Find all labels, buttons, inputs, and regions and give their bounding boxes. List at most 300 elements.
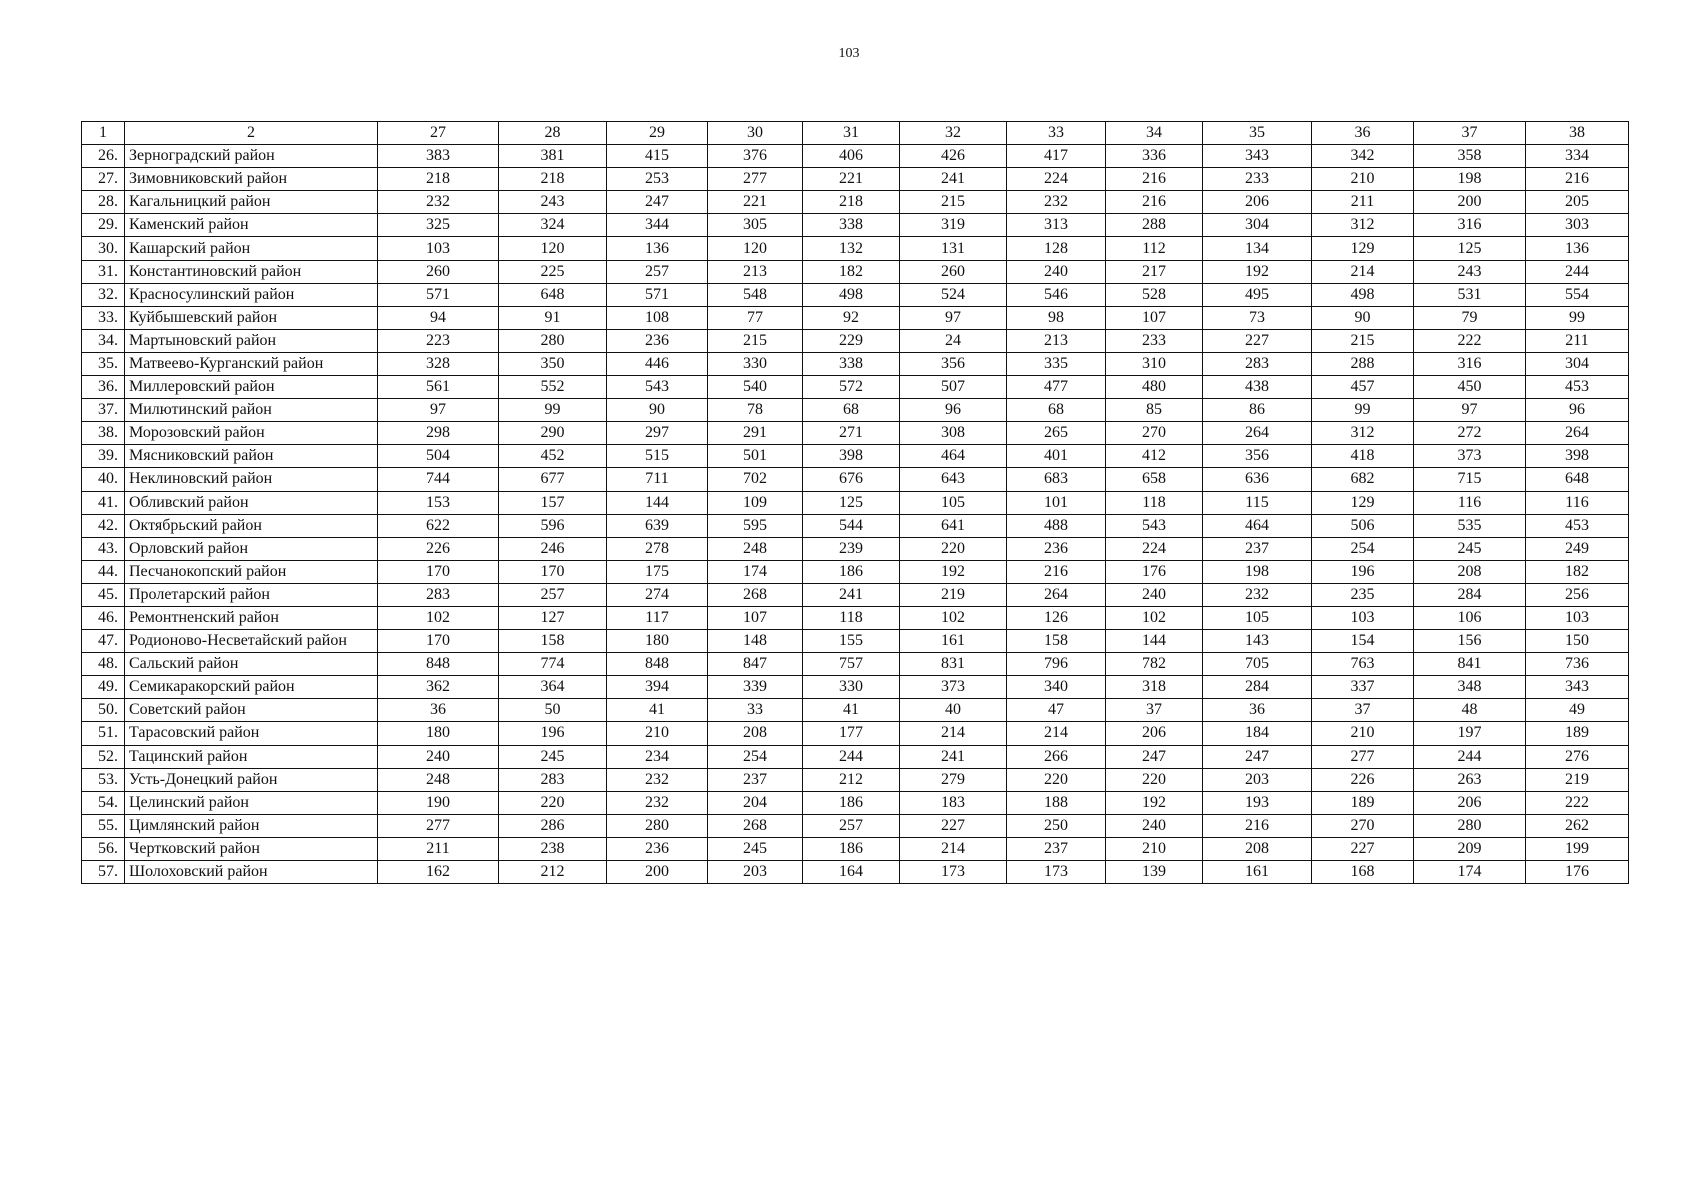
value-cell: 107 <box>1106 306 1203 329</box>
value-cell: 78 <box>708 399 803 422</box>
value-cell: 174 <box>1414 861 1526 884</box>
value-cell: 415 <box>607 145 708 168</box>
district-name-cell: Советский район <box>125 699 378 722</box>
table-row <box>82 791 1629 814</box>
value-cell: 91 <box>499 306 607 329</box>
value-cell: 297 <box>607 422 708 445</box>
value-cell: 206 <box>1203 191 1312 214</box>
value-cell: 210 <box>1312 722 1414 745</box>
value-cell: 595 <box>708 514 803 537</box>
row-number-cell: 32. <box>82 283 125 306</box>
value-cell: 132 <box>803 237 900 260</box>
value-cell: 705 <box>1203 653 1312 676</box>
value-cell: 177 <box>803 722 900 745</box>
table-row <box>82 745 1629 768</box>
value-cell: 240 <box>378 745 499 768</box>
value-cell: 220 <box>1106 768 1203 791</box>
value-cell: 507 <box>900 376 1007 399</box>
value-cell: 41 <box>607 699 708 722</box>
value-cell: 364 <box>499 676 607 699</box>
row-number-cell: 54. <box>82 791 125 814</box>
row-number-cell: 26. <box>82 145 125 168</box>
value-cell: 571 <box>607 283 708 306</box>
value-cell: 225 <box>499 260 607 283</box>
value-cell: 264 <box>1203 422 1312 445</box>
value-cell: 305 <box>708 214 803 237</box>
value-cell: 85 <box>1106 399 1203 422</box>
value-cell: 235 <box>1312 583 1414 606</box>
table-row <box>82 768 1629 791</box>
value-cell: 254 <box>1312 537 1414 560</box>
row-number-cell: 55. <box>82 814 125 837</box>
value-cell: 504 <box>378 445 499 468</box>
value-cell: 453 <box>1526 376 1629 399</box>
value-cell: 312 <box>1312 422 1414 445</box>
value-cell: 192 <box>1106 791 1203 814</box>
district-name-cell: Обливский район <box>125 491 378 514</box>
table-row <box>82 260 1629 283</box>
value-cell: 316 <box>1414 352 1526 375</box>
value-cell: 232 <box>378 191 499 214</box>
value-cell: 189 <box>1526 722 1629 745</box>
value-cell: 240 <box>1106 814 1203 837</box>
value-cell: 204 <box>708 791 803 814</box>
value-cell: 243 <box>1414 260 1526 283</box>
value-cell: 711 <box>607 468 708 491</box>
value-cell: 196 <box>499 722 607 745</box>
value-cell: 312 <box>1312 214 1414 237</box>
value-cell: 241 <box>803 583 900 606</box>
value-cell: 546 <box>1007 283 1106 306</box>
row-number-cell: 36. <box>82 376 125 399</box>
value-cell: 648 <box>499 283 607 306</box>
value-cell: 103 <box>1526 606 1629 629</box>
value-cell: 344 <box>607 214 708 237</box>
value-cell: 208 <box>1203 837 1312 860</box>
value-cell: 330 <box>803 676 900 699</box>
value-cell: 276 <box>1526 745 1629 768</box>
header-cell: 28 <box>499 122 607 145</box>
value-cell: 213 <box>708 260 803 283</box>
table-row <box>82 422 1629 445</box>
value-cell: 398 <box>803 445 900 468</box>
table-row <box>82 537 1629 560</box>
value-cell: 112 <box>1106 237 1203 260</box>
value-cell: 211 <box>378 837 499 860</box>
value-cell: 143 <box>1203 630 1312 653</box>
value-cell: 117 <box>607 606 708 629</box>
value-cell: 216 <box>1203 814 1312 837</box>
value-cell: 36 <box>378 699 499 722</box>
value-cell: 262 <box>1526 814 1629 837</box>
value-cell: 211 <box>1312 191 1414 214</box>
value-cell: 831 <box>900 653 1007 676</box>
value-cell: 277 <box>1312 745 1414 768</box>
header-cell: 37 <box>1414 122 1526 145</box>
row-number-cell: 49. <box>82 676 125 699</box>
value-cell: 125 <box>803 491 900 514</box>
value-cell: 636 <box>1203 468 1312 491</box>
header-cell: 30 <box>708 122 803 145</box>
value-cell: 232 <box>607 791 708 814</box>
value-cell: 232 <box>1007 191 1106 214</box>
row-number-cell: 46. <box>82 606 125 629</box>
value-cell: 203 <box>708 861 803 884</box>
value-cell: 319 <box>900 214 1007 237</box>
value-cell: 48 <box>1414 699 1526 722</box>
value-cell: 277 <box>708 168 803 191</box>
value-cell: 417 <box>1007 145 1106 168</box>
value-cell: 304 <box>1526 352 1629 375</box>
district-name-cell: Мясниковский район <box>125 445 378 468</box>
value-cell: 383 <box>378 145 499 168</box>
value-cell: 356 <box>900 352 1007 375</box>
value-cell: 488 <box>1007 514 1106 537</box>
value-cell: 196 <box>1312 560 1414 583</box>
value-cell: 736 <box>1526 653 1629 676</box>
value-cell: 376 <box>708 145 803 168</box>
data-table <box>81 121 1629 884</box>
value-cell: 189 <box>1312 791 1414 814</box>
value-cell: 209 <box>1414 837 1526 860</box>
value-cell: 279 <box>900 768 1007 791</box>
district-name-cell: Милютинский район <box>125 399 378 422</box>
value-cell: 254 <box>708 745 803 768</box>
row-number-cell: 43. <box>82 537 125 560</box>
table-row <box>82 376 1629 399</box>
value-cell: 131 <box>900 237 1007 260</box>
value-cell: 334 <box>1526 145 1629 168</box>
value-cell: 233 <box>1203 168 1312 191</box>
value-cell: 245 <box>499 745 607 768</box>
value-cell: 596 <box>499 514 607 537</box>
value-cell: 318 <box>1106 676 1203 699</box>
value-cell: 715 <box>1414 468 1526 491</box>
value-cell: 214 <box>900 722 1007 745</box>
table-row <box>82 630 1629 653</box>
value-cell: 338 <box>803 214 900 237</box>
value-cell: 106 <box>1414 606 1526 629</box>
row-number-cell: 39. <box>82 445 125 468</box>
value-cell: 277 <box>378 814 499 837</box>
row-number-cell: 50. <box>82 699 125 722</box>
value-cell: 37 <box>1106 699 1203 722</box>
value-cell: 232 <box>1203 583 1312 606</box>
value-cell: 212 <box>803 768 900 791</box>
value-cell: 116 <box>1526 491 1629 514</box>
value-cell: 68 <box>803 399 900 422</box>
value-cell: 257 <box>803 814 900 837</box>
table-row <box>82 283 1629 306</box>
value-cell: 241 <box>900 168 1007 191</box>
table-row <box>82 722 1629 745</box>
table-row <box>82 514 1629 537</box>
row-number-cell: 45. <box>82 583 125 606</box>
district-name-cell: Куйбышевский район <box>125 306 378 329</box>
value-cell: 154 <box>1312 630 1414 653</box>
value-cell: 571 <box>378 283 499 306</box>
value-cell: 222 <box>1414 329 1526 352</box>
value-cell: 398 <box>1526 445 1629 468</box>
value-cell: 219 <box>900 583 1007 606</box>
value-cell: 125 <box>1414 237 1526 260</box>
value-cell: 129 <box>1312 237 1414 260</box>
value-cell: 210 <box>1106 837 1203 860</box>
table-header-row <box>82 122 1629 145</box>
value-cell: 47 <box>1007 699 1106 722</box>
value-cell: 406 <box>803 145 900 168</box>
value-cell: 643 <box>900 468 1007 491</box>
value-cell: 232 <box>607 768 708 791</box>
row-number-cell: 41. <box>82 491 125 514</box>
value-cell: 480 <box>1106 376 1203 399</box>
value-cell: 338 <box>803 352 900 375</box>
value-cell: 73 <box>1203 306 1312 329</box>
value-cell: 217 <box>1106 260 1203 283</box>
row-number-cell: 57. <box>82 861 125 884</box>
value-cell: 554 <box>1526 283 1629 306</box>
header-cell: 31 <box>803 122 900 145</box>
value-cell: 848 <box>378 653 499 676</box>
value-cell: 426 <box>900 145 1007 168</box>
table-row <box>82 653 1629 676</box>
value-cell: 284 <box>1414 583 1526 606</box>
value-cell: 102 <box>1106 606 1203 629</box>
value-cell: 457 <box>1312 376 1414 399</box>
district-name-cell: Миллеровский район <box>125 376 378 399</box>
value-cell: 464 <box>900 445 1007 468</box>
table-row <box>82 560 1629 583</box>
value-cell: 304 <box>1203 214 1312 237</box>
value-cell: 205 <box>1526 191 1629 214</box>
value-cell: 246 <box>499 537 607 560</box>
value-cell: 170 <box>378 560 499 583</box>
table-row <box>82 214 1629 237</box>
value-cell: 210 <box>607 722 708 745</box>
value-cell: 99 <box>1526 306 1629 329</box>
value-cell: 280 <box>607 814 708 837</box>
value-cell: 221 <box>708 191 803 214</box>
value-cell: 308 <box>900 422 1007 445</box>
header-cell: 34 <box>1106 122 1203 145</box>
value-cell: 240 <box>1106 583 1203 606</box>
value-cell: 477 <box>1007 376 1106 399</box>
value-cell: 186 <box>803 837 900 860</box>
value-cell: 127 <box>499 606 607 629</box>
value-cell: 337 <box>1312 676 1414 699</box>
district-name-cell: Сальский район <box>125 653 378 676</box>
value-cell: 561 <box>378 376 499 399</box>
value-cell: 268 <box>708 583 803 606</box>
value-cell: 41 <box>803 699 900 722</box>
value-cell: 774 <box>499 653 607 676</box>
value-cell: 340 <box>1007 676 1106 699</box>
value-cell: 544 <box>803 514 900 537</box>
value-cell: 241 <box>900 745 1007 768</box>
value-cell: 362 <box>378 676 499 699</box>
value-cell: 193 <box>1203 791 1312 814</box>
value-cell: 548 <box>708 283 803 306</box>
value-cell: 244 <box>1414 745 1526 768</box>
value-cell: 240 <box>1007 260 1106 283</box>
value-cell: 129 <box>1312 491 1414 514</box>
district-name-cell: Тацинский район <box>125 745 378 768</box>
row-number-cell: 38. <box>82 422 125 445</box>
value-cell: 213 <box>1007 329 1106 352</box>
value-cell: 222 <box>1526 791 1629 814</box>
district-name-cell: Зимовниковский район <box>125 168 378 191</box>
table-row <box>82 468 1629 491</box>
table-row <box>82 306 1629 329</box>
row-number-cell: 35. <box>82 352 125 375</box>
value-cell: 394 <box>607 676 708 699</box>
value-cell: 256 <box>1526 583 1629 606</box>
value-cell: 150 <box>1526 630 1629 653</box>
value-cell: 227 <box>1203 329 1312 352</box>
value-cell: 763 <box>1312 653 1414 676</box>
district-name-cell: Октябрьский район <box>125 514 378 537</box>
value-cell: 90 <box>607 399 708 422</box>
value-cell: 263 <box>1414 768 1526 791</box>
value-cell: 641 <box>900 514 1007 537</box>
table-row <box>82 861 1629 884</box>
value-cell: 173 <box>900 861 1007 884</box>
value-cell: 298 <box>378 422 499 445</box>
value-cell: 237 <box>1007 837 1106 860</box>
value-cell: 92 <box>803 306 900 329</box>
value-cell: 450 <box>1414 376 1526 399</box>
row-number-cell: 29. <box>82 214 125 237</box>
value-cell: 452 <box>499 445 607 468</box>
value-cell: 109 <box>708 491 803 514</box>
row-number-cell: 30. <box>82 237 125 260</box>
value-cell: 744 <box>378 468 499 491</box>
value-cell: 373 <box>900 676 1007 699</box>
district-name-cell: Цимлянский район <box>125 814 378 837</box>
table-row <box>82 329 1629 352</box>
value-cell: 157 <box>499 491 607 514</box>
value-cell: 335 <box>1007 352 1106 375</box>
value-cell: 648 <box>1526 468 1629 491</box>
value-cell: 158 <box>1007 630 1106 653</box>
district-name-cell: Орловский район <box>125 537 378 560</box>
value-cell: 342 <box>1312 145 1414 168</box>
value-cell: 49 <box>1526 699 1629 722</box>
district-name-cell: Каменский район <box>125 214 378 237</box>
header-cell: 1 <box>82 122 125 145</box>
row-number-cell: 48. <box>82 653 125 676</box>
value-cell: 120 <box>499 237 607 260</box>
value-cell: 247 <box>1203 745 1312 768</box>
table-row <box>82 491 1629 514</box>
value-cell: 153 <box>378 491 499 514</box>
value-cell: 543 <box>1106 514 1203 537</box>
value-cell: 102 <box>378 606 499 629</box>
value-cell: 97 <box>1414 399 1526 422</box>
district-name-cell: Красносулинский район <box>125 283 378 306</box>
value-cell: 757 <box>803 653 900 676</box>
row-number-cell: 28. <box>82 191 125 214</box>
value-cell: 283 <box>1203 352 1312 375</box>
value-cell: 198 <box>1414 168 1526 191</box>
value-cell: 236 <box>1007 537 1106 560</box>
row-number-cell: 52. <box>82 745 125 768</box>
value-cell: 310 <box>1106 352 1203 375</box>
header-cell: 32 <box>900 122 1007 145</box>
value-cell: 161 <box>1203 861 1312 884</box>
value-cell: 658 <box>1106 468 1203 491</box>
value-cell: 266 <box>1007 745 1106 768</box>
district-name-cell: Матвеево-Курганский район <box>125 352 378 375</box>
value-cell: 358 <box>1414 145 1526 168</box>
district-name-cell: Родионово-Несветайский район <box>125 630 378 653</box>
value-cell: 116 <box>1414 491 1526 514</box>
value-cell: 233 <box>1106 329 1203 352</box>
value-cell: 303 <box>1526 214 1629 237</box>
value-cell: 214 <box>1312 260 1414 283</box>
row-number-cell: 33. <box>82 306 125 329</box>
value-cell: 118 <box>803 606 900 629</box>
value-cell: 208 <box>708 722 803 745</box>
table-row <box>82 606 1629 629</box>
value-cell: 683 <box>1007 468 1106 491</box>
value-cell: 97 <box>900 306 1007 329</box>
header-cell: 29 <box>607 122 708 145</box>
value-cell: 180 <box>607 630 708 653</box>
value-cell: 186 <box>803 791 900 814</box>
value-cell: 170 <box>378 630 499 653</box>
value-cell: 24 <box>900 329 1007 352</box>
value-cell: 543 <box>607 376 708 399</box>
value-cell: 118 <box>1106 491 1203 514</box>
value-cell: 284 <box>1203 676 1312 699</box>
value-cell: 401 <box>1007 445 1106 468</box>
table-row <box>82 399 1629 422</box>
value-cell: 94 <box>378 306 499 329</box>
value-cell: 216 <box>1106 191 1203 214</box>
value-cell: 211 <box>1526 329 1629 352</box>
value-cell: 622 <box>378 514 499 537</box>
value-cell: 227 <box>1312 837 1414 860</box>
value-cell: 199 <box>1526 837 1629 860</box>
value-cell: 540 <box>708 376 803 399</box>
value-cell: 268 <box>708 814 803 837</box>
value-cell: 227 <box>900 814 1007 837</box>
value-cell: 495 <box>1203 283 1312 306</box>
value-cell: 139 <box>1106 861 1203 884</box>
value-cell: 260 <box>378 260 499 283</box>
value-cell: 313 <box>1007 214 1106 237</box>
value-cell: 214 <box>900 837 1007 860</box>
value-cell: 283 <box>499 768 607 791</box>
value-cell: 238 <box>499 837 607 860</box>
value-cell: 639 <box>607 514 708 537</box>
value-cell: 216 <box>1007 560 1106 583</box>
value-cell: 206 <box>1106 722 1203 745</box>
value-cell: 288 <box>1106 214 1203 237</box>
district-name-cell: Усть-Донецкий район <box>125 768 378 791</box>
value-cell: 243 <box>499 191 607 214</box>
value-cell: 348 <box>1414 676 1526 699</box>
value-cell: 224 <box>1007 168 1106 191</box>
value-cell: 552 <box>499 376 607 399</box>
value-cell: 264 <box>1526 422 1629 445</box>
row-number-cell: 37. <box>82 399 125 422</box>
value-cell: 247 <box>607 191 708 214</box>
table-row <box>82 814 1629 837</box>
value-cell: 174 <box>708 560 803 583</box>
value-cell: 245 <box>1414 537 1526 560</box>
